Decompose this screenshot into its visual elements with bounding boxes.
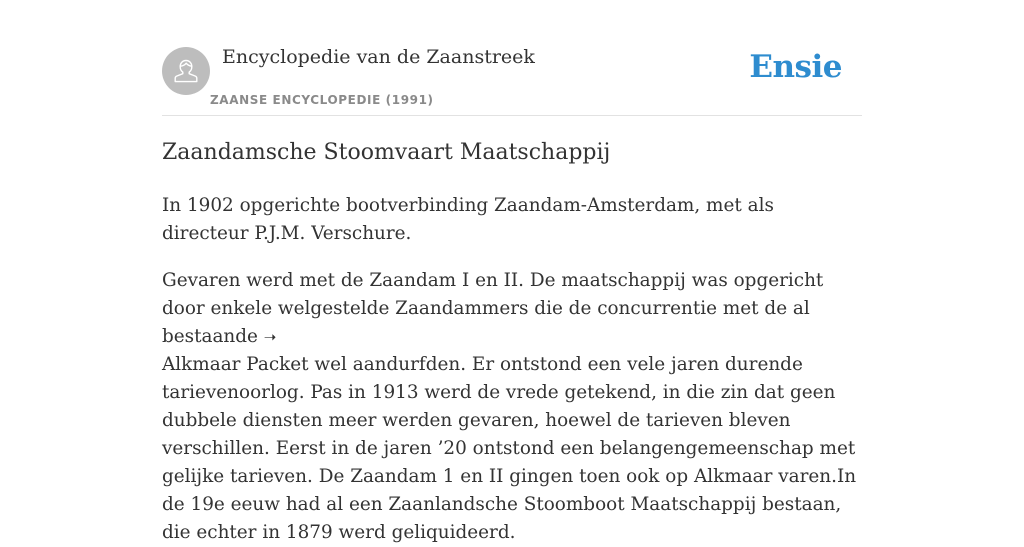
alkmaar-packet-link[interactable]: Alkmaar Packet: [162, 354, 309, 375]
avatar[interactable]: [162, 47, 210, 95]
source-subtitle: ZAANSE ENCYCLOPEDIE (1991): [210, 93, 434, 107]
paragraph-text: wel aandurfden. Er ontstond een vele jaren durende tarievenoorlog. Pas in 1913 werd de vrede getekend, in die zin dat geen dubbele diensten meer werden gevaren, hoewel de tarieven bleven verschillen. Eerst in de jaren ’20 ontstond een belangengemeenschap met gelijke tarieven. De Zaandam 1 en II gingen toen ook op Alkmaar varen.In de 19e eeuw had al een Zaanlandsche Stoomboot Maatschappij bestaan, die echter in 1879 werd geliquideerd.: [162, 354, 857, 543]
article-paragraph-2: [162, 267, 862, 547]
article-paragraph-1: In 1902 opgerichte bootverbinding Zaandam-Amsterdam, met als directeur P.J.M. Verschure.: [162, 195, 774, 244]
header: [162, 0, 862, 116]
user-outline-icon: [162, 47, 210, 95]
source-title[interactable]: Encyclopedie van de Zaanstreek: [222, 46, 535, 68]
article-title: Zaandamsche Stoomvaart Maatschappij: [162, 140, 611, 165]
link-arrow-icon[interactable]: ➝: [263, 328, 277, 346]
ensie-logo[interactable]: Ensie: [749, 49, 842, 85]
page: [162, 0, 862, 543]
paragraph-text: Gevaren werd met de Zaandam I en II. De maatschappij was opgericht door enkele welgestelde Zaandammers die de concurrentie met de al bestaande: [162, 270, 824, 347]
